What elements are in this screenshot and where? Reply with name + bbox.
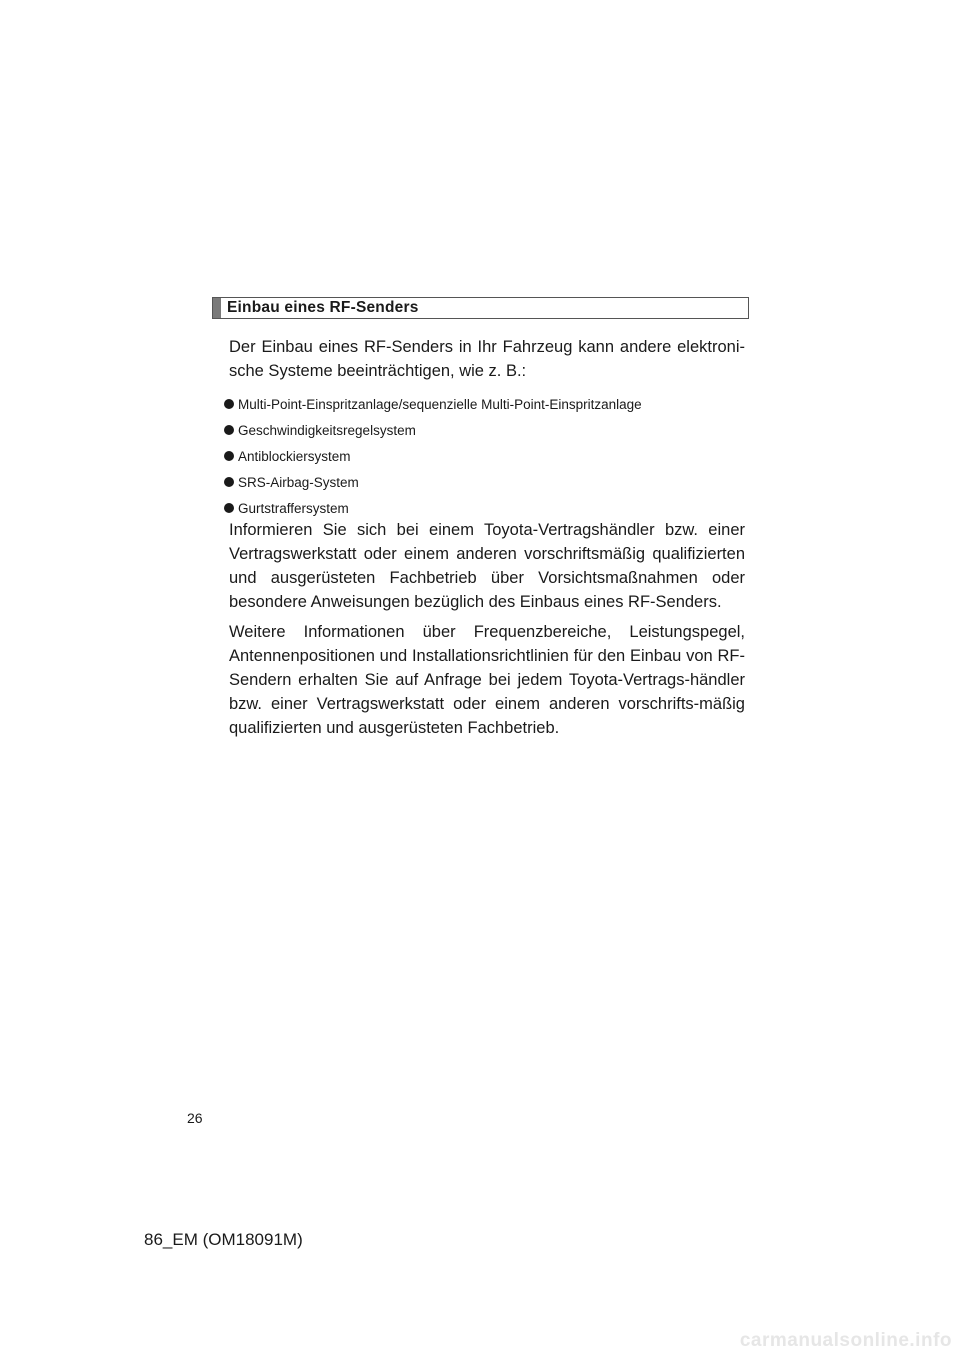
bullet-text: Gurtstraffersystem: [238, 500, 349, 516]
bullet-text: Multi-Point-Einspritzanlage/sequenzielle Multi-Point-Einspritzanlage: [238, 396, 642, 412]
bullet-text: SRS-Airbag-System: [238, 474, 359, 490]
bullet-icon: [224, 503, 234, 513]
bullet-icon: [224, 425, 234, 435]
page-number: 26: [187, 1110, 203, 1126]
bullet-icon: [224, 451, 234, 461]
section-header-bar: [213, 298, 221, 318]
section-header: [212, 297, 749, 319]
bullet-text: Antiblockiersystem: [238, 448, 351, 464]
watermark-text: carmanualsonline.info: [739, 1330, 952, 1351]
list-item: [224, 391, 754, 417]
bullet-icon: [224, 477, 234, 487]
section-title: Einbau eines RF-Senders: [227, 299, 419, 316]
list-item: [224, 443, 754, 469]
bullet-text: Geschwindigkeitsregelsystem: [238, 422, 416, 438]
list-item: [224, 469, 754, 495]
body-paragraph: Informieren Sie sich bei einem Toyota-Vertragshändler bzw. einer Vertragswerkstatt oder einem anderen vorschriftsmäßig qualifizierten und ausgerüsteten Fachbetrieb über Vorsichtsmaßnahmen oder besondere Anweisungen bezüglich des Einbaus eines RF-Senders.: [229, 521, 745, 611]
bullet-icon: [224, 399, 234, 409]
body-paragraph: Weitere Informationen über Frequenzbereiche, Leistungspegel, Antennenpositionen und Installationsrichtlinien für den Einbau von RF-Sendern erhalten Sie auf Anfrage bei jedem Toyota-Vertrags-händler bzw. einer Vertragswerkstatt oder einem anderen vorschrifts-mäßig qualifizierten und ausgerüsteten Fachbetrieb.: [229, 623, 745, 737]
list-item: [224, 417, 754, 443]
document-code: 86_EM (OM18091M): [144, 1230, 303, 1249]
bullet-list: [224, 391, 754, 521]
intro-paragraph: Der Einbau eines RF-Senders in Ihr Fahrzeug kann andere elektroni-sche Systeme beeinträchtigen, wie z. B.:: [229, 338, 745, 380]
